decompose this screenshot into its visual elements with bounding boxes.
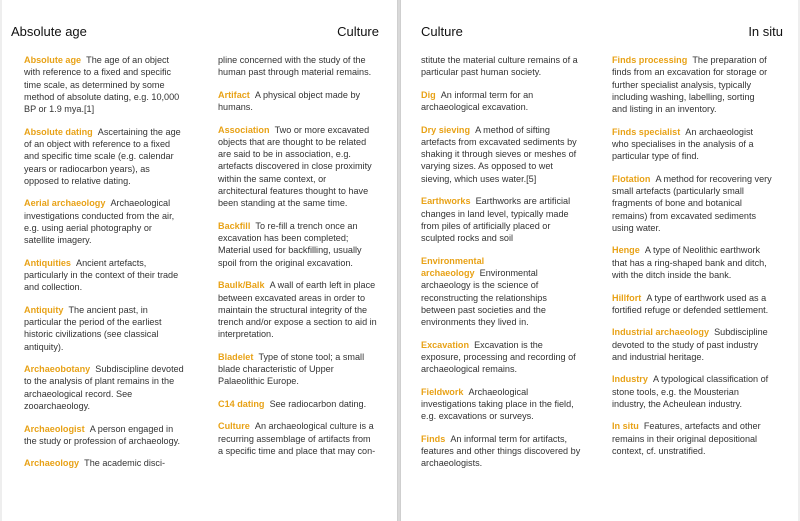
glossary-term: Hillfort — [612, 292, 642, 303]
glossary-definition: Environmental archaeology is the science of reconstructing the relationships between past societies and the environments they lived in. — [421, 267, 547, 328]
glossary-entry — [612, 126, 772, 163]
glossary-definition: See radiocarbon dating. — [269, 398, 367, 409]
glossary-definition: The preparation of finds from an excavation for storage or further specialist analysis, typically including washing, labelling, sorting and listing in an inventory. — [612, 55, 768, 115]
glossary-entry — [24, 54, 184, 115]
glossary-definition: Two or more excavated objects that are thought to be related are said to be in association, e.g. artefacts discovered in close proximity within the same context, or architectural features thought to have been standing at the same time. — [218, 124, 372, 209]
glossary-entry — [218, 351, 378, 388]
glossary-term: Industry — [612, 374, 648, 385]
glossary-entry — [612, 54, 772, 115]
glossary-definition: Ascertaining the age of an object with reference to a fixed and specific time scale (e.g. calendar years or radiocarbon years), as opposed to relative dating. — [24, 126, 181, 186]
glossary-entry — [421, 339, 581, 376]
glossary-entry — [612, 326, 772, 363]
glossary-definition: A method for recovering very small artefacts (particularly small fragments of bone and botanical remains) from excavated sediments using water. — [612, 173, 772, 233]
glossary-term: Dry sieving — [421, 124, 471, 135]
glossary-entry — [612, 244, 772, 281]
glossary-term: Henge — [612, 245, 640, 256]
glossary-entry — [24, 257, 184, 294]
glossary-definition: Subdiscipline devoted to the analysis of plant remains in the archaeological record. See zooarchaeology. — [24, 364, 184, 412]
glossary-term: Excavation — [421, 339, 470, 350]
glossary-term: Aerial archaeology — [24, 198, 106, 209]
glossary-entry — [421, 195, 581, 244]
glossary-term: Association — [218, 124, 270, 135]
glossary-entry — [421, 54, 581, 79]
glossary-term: Artifact — [218, 89, 250, 100]
right-page-header-right: In situ — [748, 24, 783, 39]
glossary-entry — [421, 386, 581, 423]
glossary-definition: Excavation is the exposure, processing and recording of archaeological remains. — [421, 339, 576, 375]
glossary-definition: A typological classification of stone tools, e.g. the Mousterian industry, the Acheulean industry. — [612, 374, 769, 409]
glossary-entry — [421, 433, 581, 470]
glossary-term: Archaeology — [24, 458, 80, 469]
glossary-definition: A method of sifting artefacts from excavated sediments by shaking it through sieves or meshes of varying sizes. As opposed to wet sieving, which uses water.[5] — [421, 124, 577, 184]
right-page-column-2 — [612, 54, 772, 468]
glossary-term: Archaeobotany — [24, 364, 91, 375]
glossary-term: Earthworks — [421, 196, 471, 207]
glossary-entry — [218, 124, 378, 210]
glossary-definition: A type of Neolithic earthwork that has a ring-shaped bank and ditch, with the ditch inside the bank. — [612, 245, 767, 281]
glossary-definition: An archaeological culture is a recurring assemblage of artifacts from a specific time and place that may con- — [218, 421, 376, 457]
glossary-entry — [218, 220, 378, 269]
glossary-term: Culture — [218, 421, 250, 432]
glossary-definition: Archaeological investigations taking place in the field, e.g. excavations or surveys. — [421, 386, 574, 422]
glossary-term: Flotation — [612, 173, 651, 184]
left-page-column-1 — [24, 54, 184, 480]
glossary-entry — [421, 89, 581, 114]
glossary-term: Finds specialist — [612, 126, 681, 137]
glossary-definition: pline concerned with the study of the human past through material remains. — [218, 55, 372, 78]
glossary-definition: A physical object made by humans. — [218, 89, 361, 113]
glossary-definition: A wall of earth left in place between excavated areas in order to maintain the structural integrity of the trench and/or expose a section to aid in interpretation. — [218, 280, 377, 340]
glossary-entry — [24, 126, 184, 187]
glossary-term: Industrial archaeology — [612, 327, 710, 338]
glossary-entry — [24, 423, 184, 448]
glossary-term: Finds processing — [612, 55, 688, 65]
glossary-term: Finds — [421, 433, 446, 444]
glossary-term: Environmental archaeology — [421, 255, 485, 278]
right-page-column-1 — [421, 54, 581, 480]
left-page-header-right: Culture — [337, 24, 379, 39]
glossary-entry — [218, 398, 378, 410]
glossary-entry — [24, 457, 184, 469]
glossary-term: C14 dating — [218, 398, 265, 409]
glossary-term: In situ — [612, 421, 639, 432]
glossary-entry — [218, 279, 378, 340]
glossary-entry — [421, 124, 581, 185]
glossary-entry — [612, 373, 772, 410]
glossary-term: Baulk/Balk — [218, 280, 265, 291]
glossary-entry — [218, 420, 378, 457]
glossary-definition: An informal term for an archaeological excavation. — [421, 89, 534, 113]
glossary-definition: Subdiscipline devoted to the study of past industry and industrial heritage. — [612, 327, 768, 362]
glossary-definition: Features, artefacts and other remains in their original depositional context, cf. unstratified. — [612, 421, 761, 457]
glossary-term: Dig — [421, 89, 436, 100]
glossary-entry — [612, 420, 772, 457]
glossary-definition: A person engaged in the study or profession of archaeology. — [24, 423, 181, 446]
glossary-definition: Ancient artefacts, particularly in the context of their trade and collection. — [24, 257, 179, 293]
right-page — [400, 0, 798, 521]
right-page-header-left: Culture — [421, 24, 463, 39]
glossary-entry — [218, 89, 378, 114]
glossary-definition: An informal term for artifacts, features and other things discovered by archaeologists. — [421, 433, 581, 469]
glossary-entry — [24, 363, 184, 412]
glossary-definition: The ancient past, in particular the period of the earliest historic civilizations (see classical antiquity). — [24, 304, 162, 352]
left-page-header-left: Absolute age — [11, 24, 87, 39]
glossary-entry — [218, 54, 378, 79]
left-page-column-2 — [218, 54, 378, 468]
glossary-term: Bladelet — [218, 351, 254, 362]
glossary-term: Fieldwork — [421, 386, 464, 397]
glossary-definition: An archaeologist who specialises in the analysis of a particular type of find. — [612, 126, 754, 162]
glossary-term: Antiquities — [24, 257, 71, 268]
glossary-term: Absolute dating — [24, 126, 93, 137]
left-page — [2, 0, 398, 521]
glossary-entry — [24, 304, 184, 353]
glossary-entry — [421, 255, 581, 329]
glossary-entry — [612, 173, 772, 234]
glossary-definition: Archaeological investigations conducted from the air, e.g. using aerial photography or satellite imagery. — [24, 198, 175, 246]
glossary-definition: A type of earthwork used as a fortified refuge or defended settlement. — [612, 292, 769, 315]
glossary-term: Archaeologist — [24, 423, 85, 434]
glossary-entry — [24, 197, 184, 246]
glossary-term: Absolute age — [24, 55, 82, 65]
glossary-entry — [612, 292, 772, 317]
glossary-definition: Earthworks are artificial changes in land level, typically made from piles of artificially placed or sculpted rocks and soil — [421, 196, 571, 244]
glossary-definition: To re-fill a trench once an excavation has been completed; Material used for backfilling, usually spoil from the original excavation. — [218, 220, 362, 268]
glossary-term: Backfill — [218, 220, 251, 231]
glossary-definition: Type of stone tool; a small blade characteristic of Upper Palaeolithic Europe. — [218, 351, 365, 387]
glossary-definition: The age of an object with reference to a fixed and specific time scale, as determined by some method of absolute dating, e.g. 10,000 BP or 1.9 mya.[1] — [24, 55, 180, 115]
glossary-term: Antiquity — [24, 304, 64, 315]
glossary-definition: stitute the material culture remains of a particular past human society. — [421, 55, 578, 78]
glossary-definition: The academic disci- — [84, 458, 166, 469]
